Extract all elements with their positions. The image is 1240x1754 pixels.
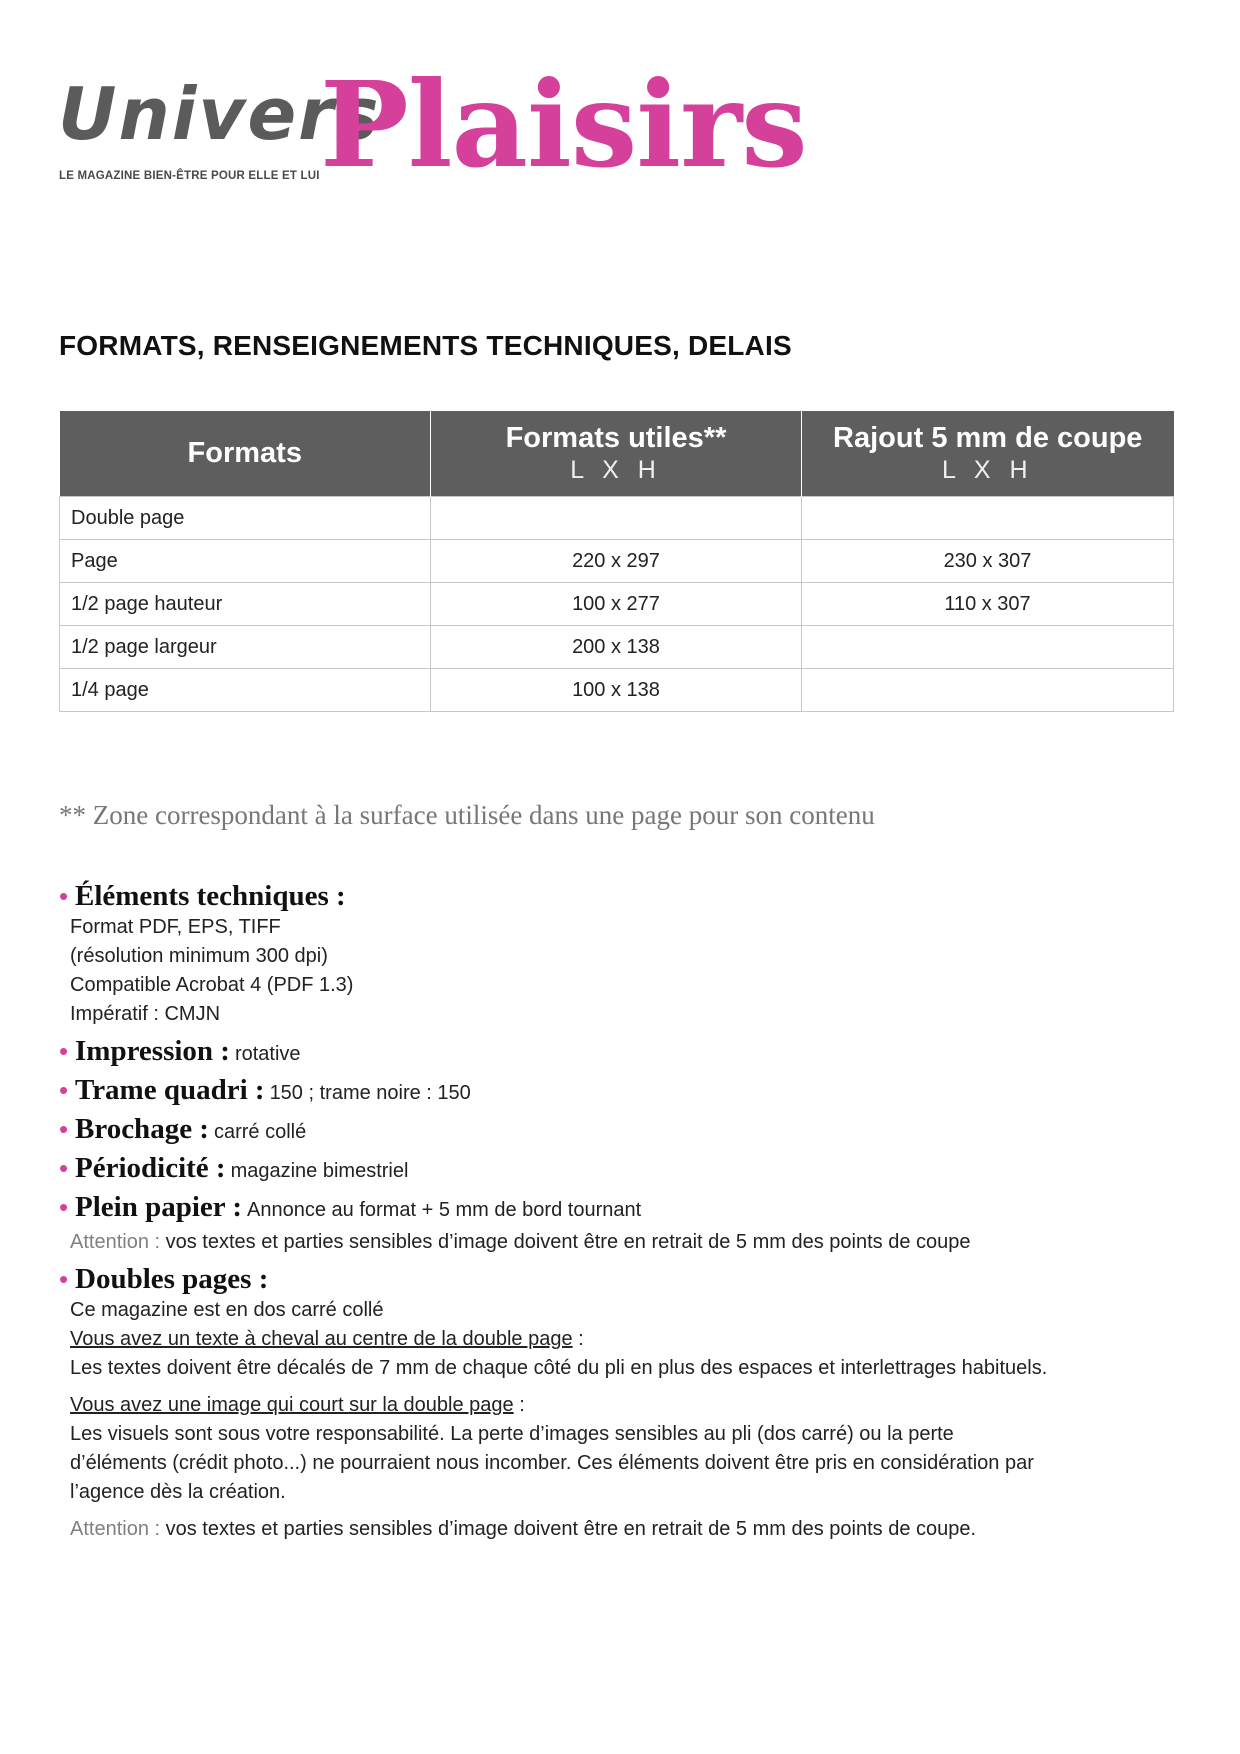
logo-tagline: LE MAGAZINE BIEN-ÊTRE POUR ELLE ET LUI (59, 170, 320, 182)
spec-line: (résolution minimum 300 dpi) (70, 945, 328, 967)
spec-title: Plein papier : (75, 1191, 243, 1223)
spec-brochage (59, 1113, 1179, 1146)
spec-title: Périodicité : (75, 1152, 226, 1184)
bullet-icon: • (59, 1192, 69, 1222)
bullet-icon: • (59, 1264, 69, 1294)
spec-title: Brochage : (75, 1113, 209, 1145)
spec-plein-papier (59, 1191, 1179, 1257)
row-useful-format (431, 497, 802, 540)
spec-title: Doubles pages : (75, 1263, 269, 1295)
spec-title: Éléments techniques : (75, 880, 346, 912)
header-title: Rajout 5 mm de coupe (833, 422, 1143, 454)
sub-colon: : (572, 1328, 584, 1350)
attention-note (59, 1228, 1179, 1257)
row-bleed-format: 230 x 307 (802, 540, 1174, 583)
spec-line: Format PDF, EPS, TIFF (70, 916, 281, 938)
row-bleed-format (802, 497, 1174, 540)
spec-line: Impératif : CMJN (70, 1003, 221, 1025)
spec-value: 150 ; trame noire : 150 (269, 1082, 471, 1104)
spec-line: Les visuels sont sous votre responsabilité. La perte d’images sensibles au pli (dos carré) ou la perte (70, 1423, 954, 1445)
row-useful-format: 100 x 277 (431, 583, 802, 626)
header-title: Formats (187, 437, 302, 469)
row-label: 1/2 page largeur (60, 626, 431, 669)
attention-label: Attention : (70, 1231, 161, 1253)
spec-title: Trame quadri : (75, 1074, 265, 1106)
spec-impression (59, 1035, 1179, 1068)
spec-line: d’éléments (crédit photo...) ne pourraient nous incomber. Ces éléments doivent être pris en considération par (70, 1452, 1034, 1474)
bullet-icon: • (59, 881, 69, 911)
spec-trame-quadri (59, 1074, 1179, 1107)
sub-section-heading (70, 1391, 1179, 1420)
header-formats-utiles (431, 411, 802, 497)
spec-elements-techniques (59, 880, 1179, 1029)
attention-text: vos textes et parties sensibles d’image doivent être en retrait de 5 mm des points de coupe. (165, 1518, 977, 1540)
sub-title: Vous avez une image qui court sur la double page (70, 1394, 514, 1416)
spec-line: Compatible Acrobat 4 (PDF 1.3) (70, 974, 354, 996)
sub-colon: : (513, 1394, 525, 1416)
table-row (60, 626, 1174, 669)
page-title: FORMATS, RENSEIGNEMENTS TECHNIQUES, DELAIS (59, 330, 792, 361)
header-rajout-coupe (802, 411, 1174, 497)
table-row (60, 540, 1174, 583)
sub-title: Vous avez un texte à cheval au centre de la double page (70, 1328, 573, 1350)
header-formats (60, 411, 431, 497)
spec-title: Impression : (75, 1035, 230, 1067)
table-row (60, 583, 1174, 626)
table-footnote: ** Zone correspondant à la surface utilisée dans une page pour son contenu (59, 800, 875, 830)
header-subtitle: L X H (570, 456, 662, 484)
row-bleed-format (802, 669, 1174, 712)
bullet-icon: • (59, 1153, 69, 1183)
header-title: Formats utiles** (505, 422, 727, 454)
attention-label: Attention : (70, 1518, 161, 1540)
table-row (60, 497, 1174, 540)
row-bleed-format: 110 x 307 (802, 583, 1174, 626)
technical-specs (59, 880, 1179, 1550)
bullet-icon: • (59, 1036, 69, 1066)
attention-text: vos textes et parties sensibles d’image doivent être en retrait de 5 mm des points de coupe (165, 1231, 971, 1253)
attention-note (59, 1515, 1179, 1544)
magazine-logo (58, 55, 838, 198)
spec-value: carré collé (213, 1121, 307, 1143)
spec-line: Les textes doivent être décalés de 7 mm de chaque côté du pli en plus des espaces et interlettrages habituels. (70, 1357, 1048, 1379)
bullet-icon: • (59, 1075, 69, 1105)
spec-line: l’agence dès la création. (70, 1481, 286, 1503)
sub-section-heading (70, 1325, 1179, 1354)
spec-doubles-pages (59, 1263, 1179, 1544)
row-useful-format: 100 x 138 (431, 669, 802, 712)
spec-line: Ce magazine est en dos carré collé (70, 1299, 384, 1321)
formats-table (59, 411, 1174, 712)
row-label: 1/2 page hauteur (60, 583, 431, 626)
row-label: Double page (60, 497, 431, 540)
spec-value: magazine bimestriel (230, 1160, 409, 1182)
row-label: 1/4 page (60, 669, 431, 712)
table-row (60, 669, 1174, 712)
spec-value: rotative (234, 1043, 301, 1065)
table-header-row (60, 411, 1174, 497)
logo-univers-text: Univers (58, 72, 381, 156)
header-subtitle: L X H (941, 456, 1034, 484)
spec-periodicite (59, 1152, 1179, 1185)
row-useful-format: 200 x 138 (431, 626, 802, 669)
row-label: Page (60, 540, 431, 583)
row-useful-format: 220 x 297 (431, 540, 802, 583)
logo-plaisirs-text: Plaisirs (320, 55, 807, 194)
spec-value: Annonce au format + 5 mm de bord tournant (247, 1199, 642, 1221)
bullet-icon: • (59, 1114, 69, 1144)
row-bleed-format (802, 626, 1174, 669)
